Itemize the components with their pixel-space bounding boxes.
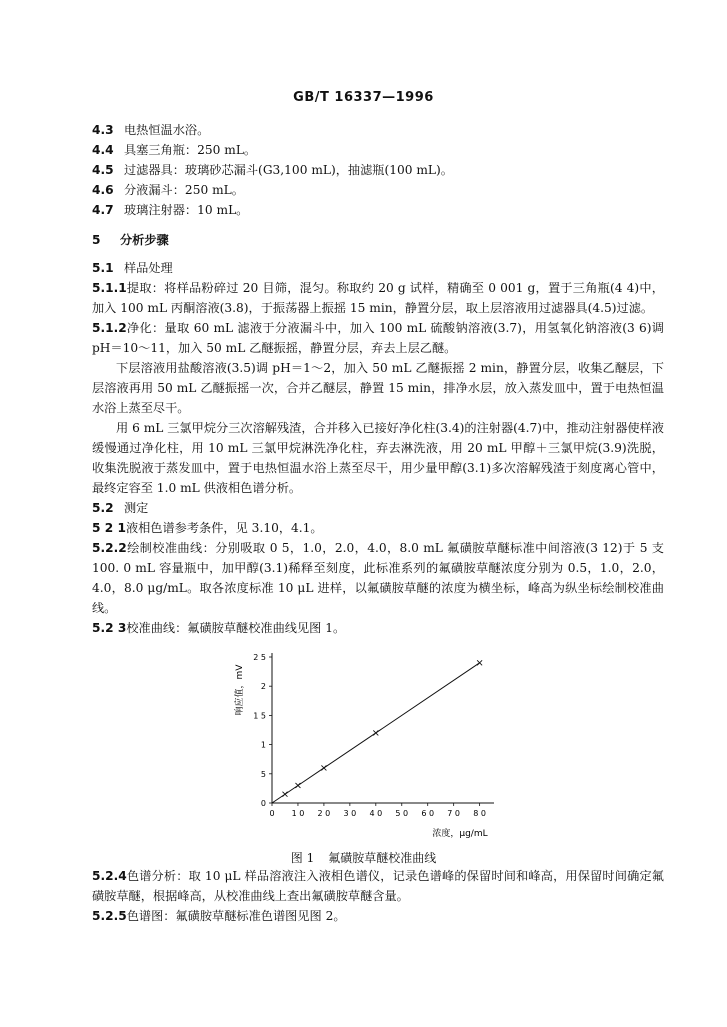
- clause-number: 5.2.2: [92, 541, 127, 555]
- x-tick-label: 8 0: [473, 809, 486, 818]
- item-text: 具塞三角瓶：250 mL。: [124, 143, 257, 157]
- figure-title: 氟磺胺草醚校准曲线: [328, 851, 437, 865]
- item-text: 电热恒温水浴。: [124, 123, 210, 137]
- y-axis-label: 响应值，mV: [235, 664, 245, 716]
- paragraph: 下层溶液用盐酸溶液(3.5)调 pH＝1～2，加入 50 mL 乙醚振摇 2 min，静置分层，收集乙醚层，下层溶液再用 50 mL 乙醚振摇一次，合并乙醚层，静置 15 min，排净水层，放入蒸发皿中，置于电热恒温水浴上蒸至尽干。: [92, 361, 664, 415]
- clause-text: 净化：量取 60 mL 滤液于分液漏斗中，加入 100 mL 硫酸钠溶液(3.7)，用氢氧化钠溶液(3 6)调pH＝10～11，加入 50 mL 乙醚振摇，静置分层，弃去上层乙醚。: [92, 321, 664, 355]
- x-tick-label: 6 0: [421, 809, 435, 818]
- x-tick-label: 0: [269, 809, 275, 818]
- clause-text: 绘制校准曲线：分别吸取 0 5，1.0，2.0，4.0，8.0 mL 氟磺胺草醚标准中间溶液(3 12)于 5 支100. 0 mL 容量瓶中，加甲醇(3.1)稀释至刻度，此标准系列的氟磺胺草醚浓度分别为 0.5，1.0，2.0，4.0，8.0 μg/mL。取各浓度标准 10 μL 进样，以氟磺胺草醚的浓度为横坐标，峰高为纵坐标绘制校准曲线。: [92, 541, 664, 615]
- clause-text: 校准曲线：氟磺胺草醚校准曲线见图 1。: [126, 621, 346, 635]
- y-tick-label: 2 5: [253, 653, 266, 662]
- clause-5-1-1: [92, 278, 664, 318]
- item-number: 4.3: [92, 123, 114, 137]
- item-number: 4.5: [92, 163, 114, 177]
- subsection-heading: [92, 498, 664, 518]
- figure-caption: [0, 849, 727, 866]
- clause-number: 5.2.4: [92, 869, 127, 883]
- y-tick-label: 0: [260, 799, 266, 808]
- document-body-continued: [92, 866, 664, 926]
- y-tick-label: 1: [260, 740, 266, 750]
- item-number: 4.4: [92, 143, 114, 157]
- data-point: [321, 765, 326, 770]
- y-tick-label: 1 5: [253, 711, 266, 721]
- document-body: [92, 120, 664, 638]
- chart-svg: [220, 645, 520, 845]
- clause-number: 5.2.5: [92, 909, 127, 923]
- clause-5-2-5: [92, 906, 664, 926]
- data-point: [373, 730, 378, 735]
- item-number: 4.6: [92, 183, 114, 197]
- page-header: GB/T 16337—1996: [293, 90, 434, 105]
- section-number: 5: [92, 233, 101, 247]
- list-item: [92, 140, 664, 160]
- section-title: 分析步骤: [120, 233, 169, 247]
- x-tick-label: 2 0: [317, 809, 331, 818]
- item-text: 过滤器具：玻璃砂芯漏斗(G3,100 mL)，抽滤瓶(100 mL)。: [124, 163, 453, 177]
- clause-text: 色谱分析：取 10 μL 样品溶液注入液相色谱仪，记录色谱峰的保留时间和峰高，用保留时间确定氟磺胺草醚，根据峰高，从校准曲线上查出氟磺胺草醚含量。: [92, 869, 664, 903]
- calibration-chart: [220, 645, 520, 845]
- y-tick-label: 5: [260, 769, 266, 779]
- clause-5-2-1: [92, 518, 664, 538]
- subsection-number: 5.1: [92, 261, 114, 275]
- subsection-title: 测定: [124, 501, 149, 515]
- y-tick-label: 2: [260, 682, 266, 692]
- clause-number: 5.1.2: [92, 321, 127, 335]
- data-point: [477, 660, 482, 665]
- clause-number: 5 2 1: [92, 521, 126, 535]
- clause-text: 液相色谱参考条件，见 3.10，4.1。: [125, 521, 323, 535]
- clause-5-2-2: [92, 538, 664, 618]
- list-item: [92, 160, 664, 180]
- x-tick-label: 1 0: [291, 809, 305, 818]
- item-text: 玻璃注射器：10 mL。: [124, 203, 249, 217]
- clause-5-1-2: [92, 318, 664, 358]
- item-number: 4.7: [92, 203, 114, 217]
- x-tick-label: 7 0: [447, 809, 461, 818]
- item-text: 分液漏斗：250 mL。: [124, 183, 244, 197]
- clause-text: 提取：将样品粉碎过 20 目筛，混匀。称取约 20 g 试样，精确至 0 001 g，置于三角瓶(4 4)中，加入 100 mL 丙酮溶液(3.8)，于振荡器上振摇 15 min，静置分层，取上层溶液用过滤器具(4.5)过滤。: [92, 281, 664, 315]
- data-point: [295, 783, 300, 788]
- subsection-title: 样品处理: [124, 261, 173, 275]
- list-item: [92, 180, 664, 200]
- list-item: [92, 200, 664, 220]
- clause-5-2-4: [92, 866, 664, 906]
- paragraph: 用 6 mL 三氯甲烷分三次溶解残渣，合并移入已接好净化柱(3.4)的注射器(4.7)中，推动注射器使样液缓慢通过净化柱，用 10 mL 三氯甲烷淋洗净化柱，弃去淋洗液，用 20 mL 甲醇＋三氯甲烷(3.9)洗脱，收集洗脱液于蒸发皿中，置于电热恒温水浴上蒸至尽干，用少量甲醇(3.1)多次溶解残渣于刻度离心管中，最终定容至 1.0 mL 供液相色谱分析。: [92, 421, 664, 495]
- clause-number: 5.1.1: [92, 281, 127, 295]
- data-point: [282, 792, 287, 797]
- x-tick-label: 4 0: [369, 809, 383, 818]
- clause-5-2-3: [92, 618, 664, 638]
- section-heading: [92, 230, 664, 250]
- clause-number: 5.2 3: [92, 621, 127, 635]
- clause-text: 色谱图：氟磺胺草醚标准色谱图见图 2。: [126, 909, 346, 923]
- x-tick-label: 3 0: [343, 809, 357, 818]
- list-item: [92, 120, 664, 140]
- x-tick-label: 5 0: [395, 809, 409, 818]
- subsection-number: 5.2: [92, 501, 114, 515]
- subsection-heading: [92, 258, 664, 278]
- figure-number: 图 1: [290, 851, 315, 865]
- x-axis-label: 浓度，μg/mL: [432, 829, 488, 839]
